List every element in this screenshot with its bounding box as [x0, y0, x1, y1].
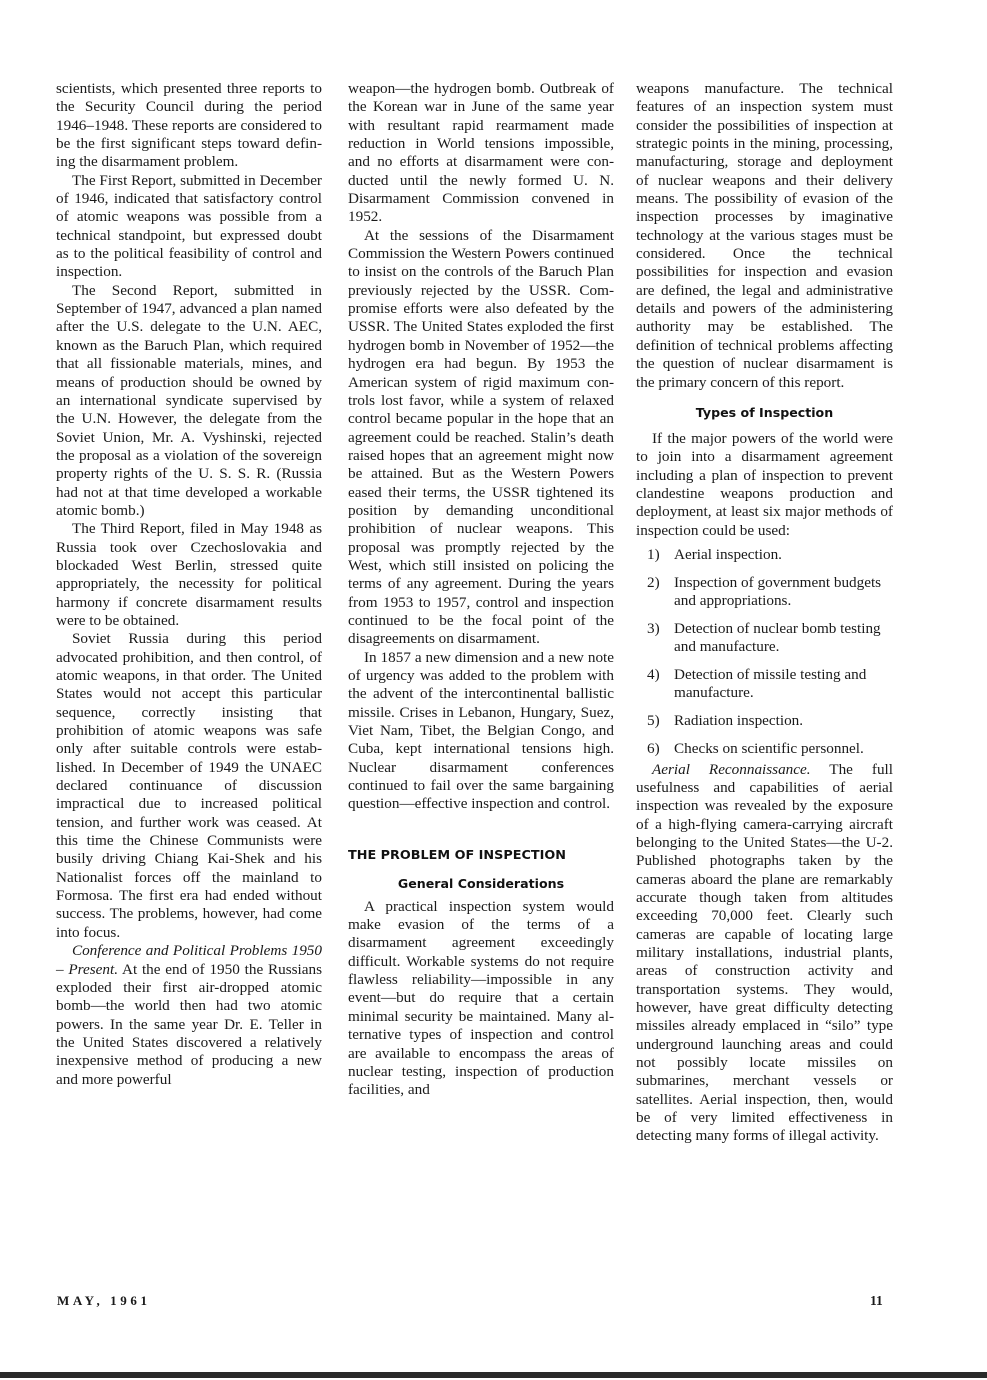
list-item: 2) Inspection of government budgets and appropriations. — [647, 573, 882, 610]
inspection-methods-list — [636, 546, 893, 759]
list-item: 6) Checks on scientific personnel. — [647, 740, 864, 758]
list-item: 3) Detection of nuclear bomb testing and manufacture. — [647, 619, 881, 656]
column-left — [56, 80, 322, 1089]
list-item: 1) Aerial inspection. — [647, 545, 782, 563]
paragraph-conference-problems: Conference and Political Problems 1950 – Present. At the end of 1950 the Russians exploded their first air-dropped atomic bomb—the world then had two atomic powers. In the same year Dr. E. Teller in the United States discovered a relatively inexpensive method of producing a new and more powerful — [56, 942, 322, 1088]
bottom-border-rule — [0, 1372, 987, 1378]
subheading-general-considerations: General Considerations — [397, 875, 565, 891]
paragraph-major-powers: If the major powers of the world were to join into a disarmament agreement including a plan of inspection to prevent clandestine weapons production and deployment, at least six major methods of inspection could be used: — [636, 429, 893, 539]
paragraph-icbm: In 1857 a new dimension and a new note of urgency was added to the problem with the advent of the intercontinental ballistic missile. Crises in Lebanon, Hungary, Suez, Viet Nam, Tibet, the Belgian Congo, and Cuba, kept international tensions high. Nuclear disarmament conferences continued to fail over the same bargaining question—effective inspection and control. — [348, 648, 614, 813]
paragraph-weapons-manufacture: weapons manufacture. The technical features of an inspection system must consider the possibilities of inspection at strategic points in the mining, processing, manufacturing, storage and deployment of nuclear weapons and their delivery means. The possibility of evasion of the inspection processes by imaginative technology at the various stages must be considered. Once the technical possibilities for inspection and evasion are defined, the legal and administrative details and powers of the administering authority may be established. The definition of technical problems affecting the question of nuclear disarmament is the primary concern of this report. — [636, 80, 893, 391]
paragraph-un-reports: scientists, which presented three reports to the Security Council during the period 1946–1948. These reports are considered to be the first significant steps toward defining the disarmament problem. — [56, 80, 322, 171]
page-number: 11 — [870, 1293, 883, 1308]
subheading-types-of-inspection: Types of Inspection — [695, 404, 834, 420]
section-heading-problem-of-inspection: THE PROBLEM OF INSPECTION — [348, 847, 566, 863]
paragraph-first-report: The First Report, submitted in December of 1946, indicated that satisfactory control of atomic weapons was possible from a technical standpoint, but expressed doubt as to the political feasibility of control and inspection. — [56, 171, 322, 281]
section-run-in-heading: Conference and Political Problems 1950 – Present. — [56, 942, 322, 978]
column-right — [636, 80, 893, 1146]
section-run-in-heading: Aerial Reconnaissance. — [651, 760, 811, 778]
footer-date: MAY, 1961 — [57, 1293, 151, 1308]
list-item: 5) Radiation inspection. — [647, 712, 804, 730]
paragraph-disarmament-commission: At the sessions of the Disarmament Commission the Western Powers continued to insist on the controls of the Baruch Plan previously rejected by the USSR. Compromise efforts were also defeated by the USSR. The United States exploded the first hydrogen bomb in November of 1952—the hydrogen era had begun. By 1953 the American system of rigid maximum controls lost favor, while a system of relaxed control became popular in the hope that an agreement could be reached. Stalin’s death raised hopes that an agreement might now be attained. But as the Western Powers eased their terms, the USSR tightened its position by demanding unconditional prohibition of nuclear weapons. This proposal was promptly rejected by the West, which still insisted on policing the terms of any agreement. During the years from 1953 to 1957, control and inspection continued to be the focal point of the disagreements on disarmament. — [348, 226, 614, 648]
column-middle — [348, 80, 614, 1100]
paragraph-third-report: The Third Report, filed in May 1948 as Russia took over Czechoslovakia and blockaded West Berlin, stressed quite appropriately, the necessity for political harmony if concrete disarmament results were to be obtained. — [56, 520, 322, 629]
paragraph-hydrogen-bomb: weapon—the hydrogen bomb. Outbreak of the Korean war in June of the same year with resultant rapid rearmament made reduction in World tensions impossible, and no efforts at disarmament were conducted until the newly formed U. N. Disarmament Commission convened in 1952. — [348, 80, 614, 226]
paragraph-soviet-russia: Soviet Russia during this period advocated prohibition, and then control, of atomic weapons, in that order. The United States would not accept this particular sequence, correctly insisting that prohibition of atomic weapons was safe only after suitable controls were established. In December of 1949 the UNAEC declared continuance of discussion impractical due to increased political tension, and further work was ceased. At this time the Chinese Communists were busily driving Chiang Kai-Shek and his Nationalist forces off the mainland to Formosa. The first era had ended without success. The problems, however, had come into focus. — [56, 630, 322, 941]
paragraph-aerial-reconnaissance: Aerial Reconnaissance. The full usefulness and capabilities of aerial inspection was revealed by the exposure of a high-flying camera-carrying aircraft belonging to the United States—the U-2. Published photographs taken by the cameras aboard the plane are remarkably accurate though taken from altitudes exceeding 70,000 feet. Clearly such cameras are capable of locating large military installations, industrial plants, areas of construction activity and transportation systems. They would, however, have great difficulty detecting missiles already emplaced in “silo” type underground launching areas and could not possibly locate missiles on submarines, merchant vessels or satellites. Aerial inspection, then, would be of very limited effectiveness in detecting many forms of illegal activity. — [636, 760, 893, 1145]
list-item: 4) Detection of missile testing and manufacture. — [647, 666, 867, 702]
paragraph-second-report: The Second Report, submitted in September of 1947, advanced a plan named after the U.S. delegate to the U.N. AEC, known as the Baruch Plan, which required that all fissionable materials, mines, and means of production should be owned by an international syndicate supervised by the U.N. However, the delegate from the Soviet Union, Mr. A. Vyshinski, rejected the proposal as a violation of the sovereign property rights of the U. S. S. R. (Russia had not at that time developed a workable atomic bomb.) — [56, 281, 322, 519]
paragraph-practical-inspection: A practical inspection system would make evasion of the terms of a disarmament agreement exceedingly difficult. Workable systems do not require flawless reliability—impossible in any event—but do require that a certain minimal security be maintained. Many alternative types of inspection and control are available to encompass the areas of nuclear testing, inspection of production facilities, and — [348, 897, 614, 1099]
